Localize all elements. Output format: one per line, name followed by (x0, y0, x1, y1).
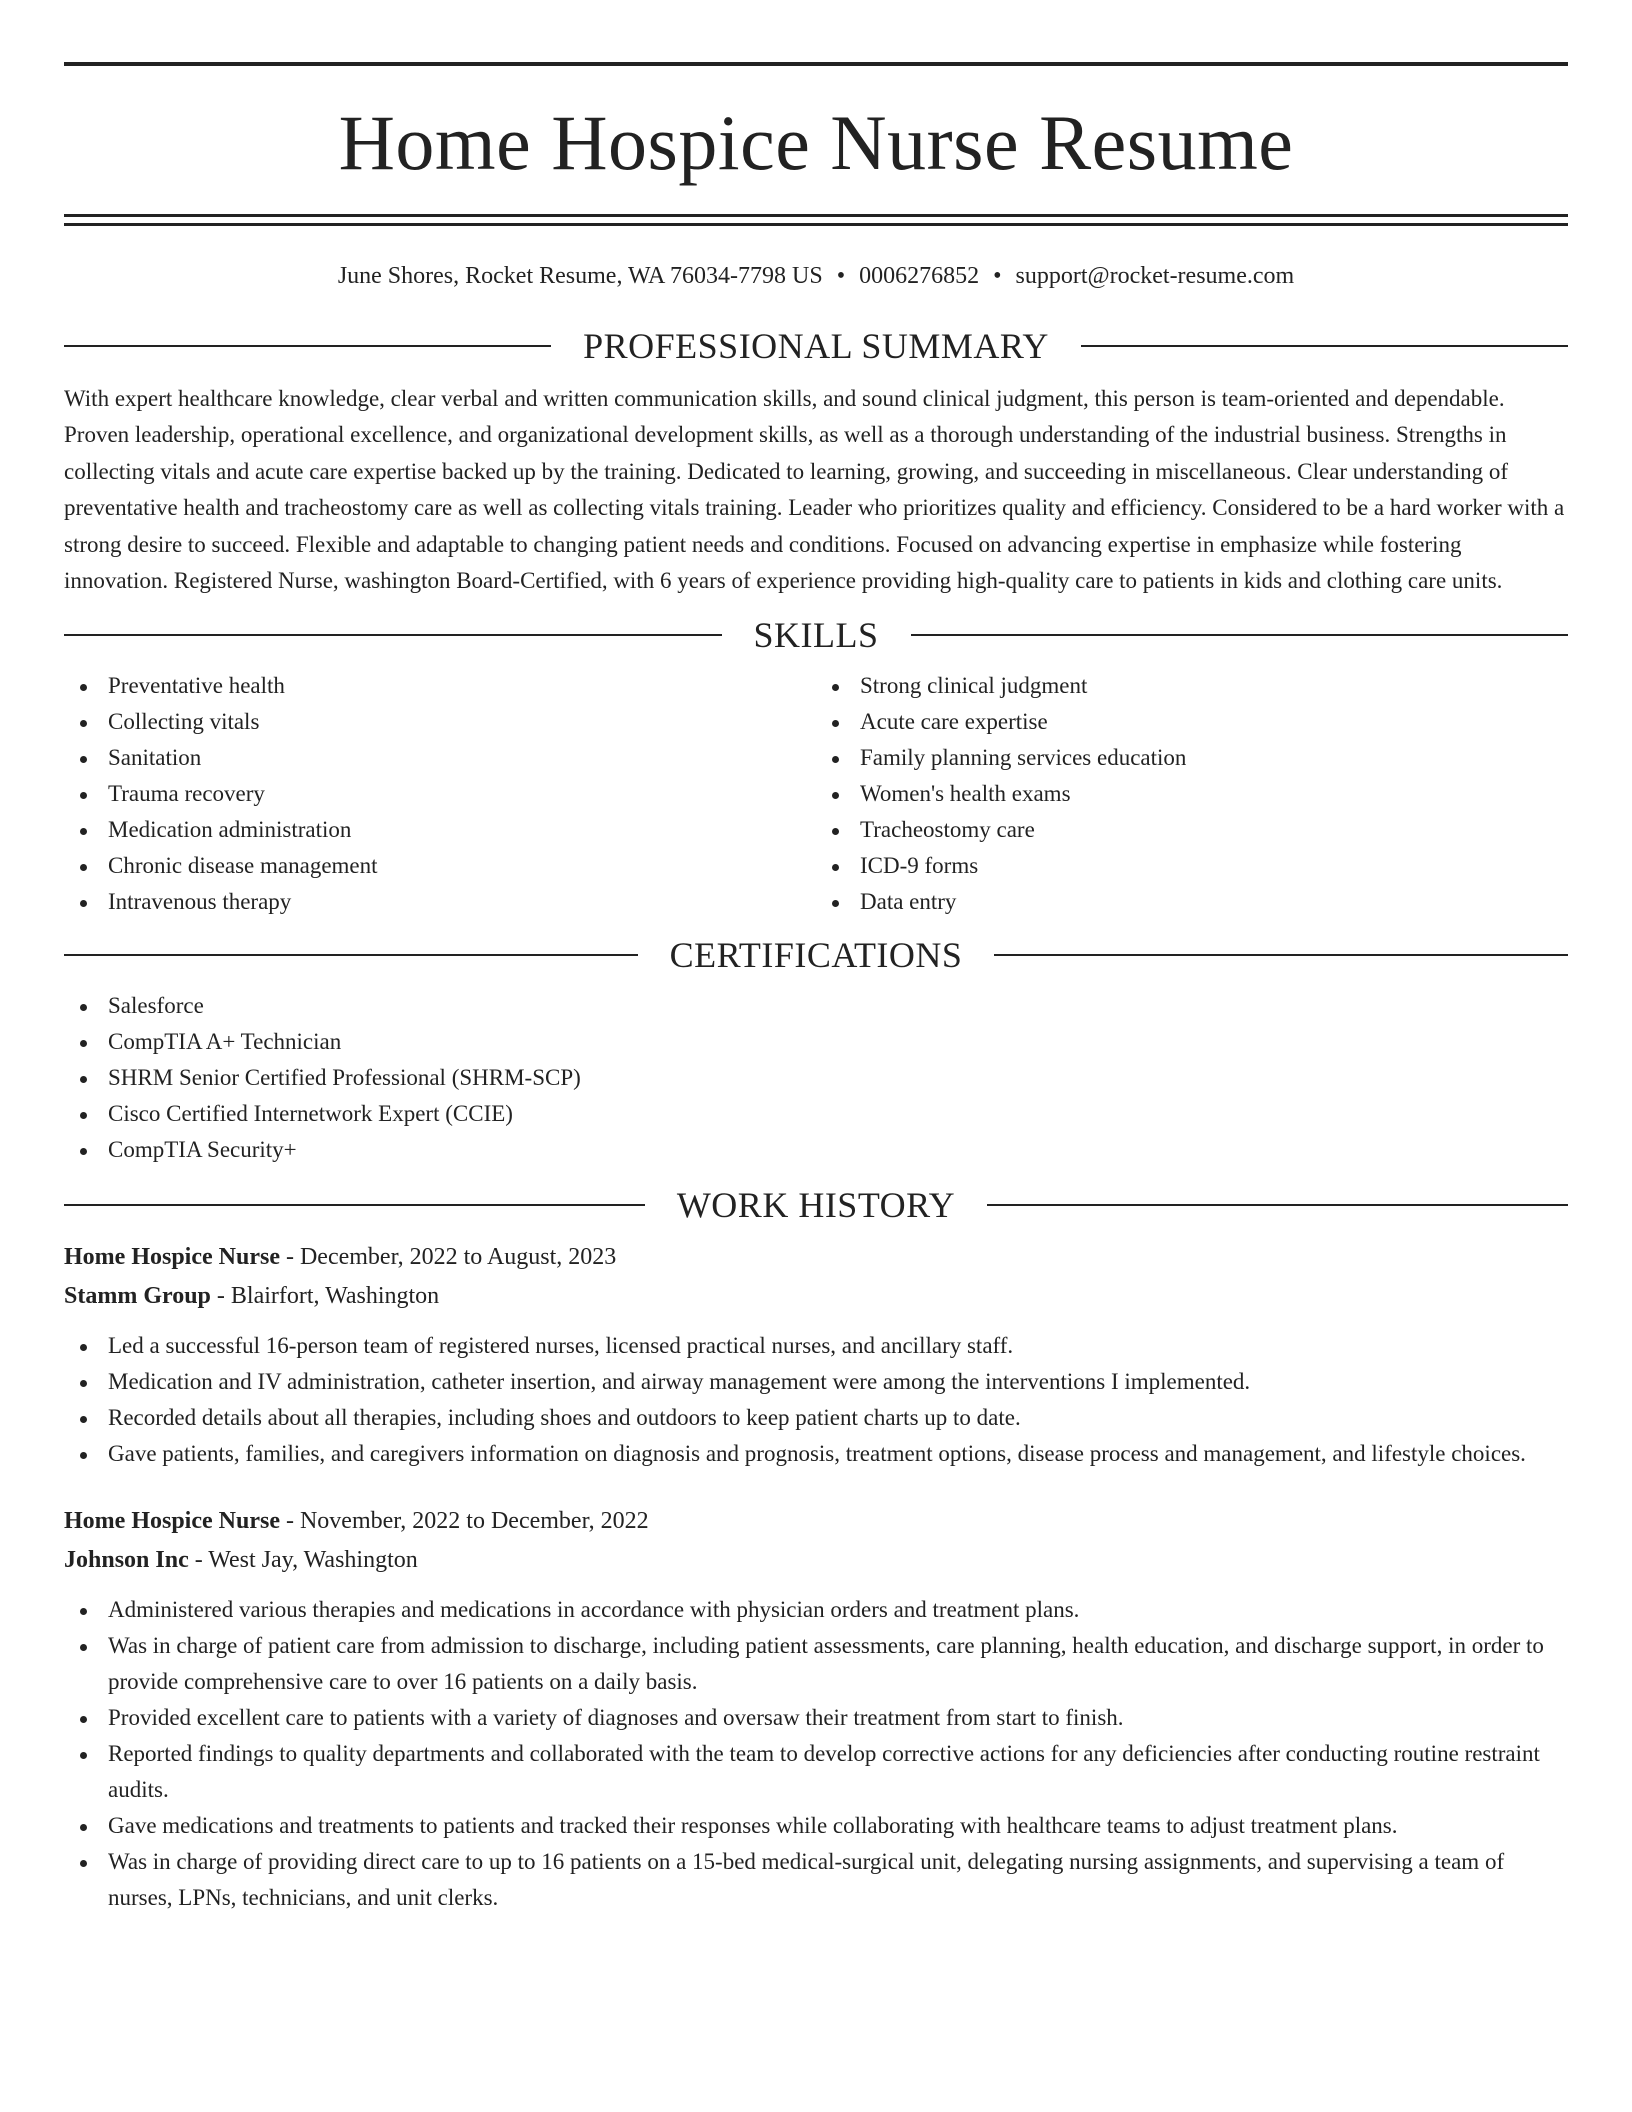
section-rule-right (994, 954, 1568, 956)
certification-item: CompTIA Security+ (64, 1132, 1568, 1168)
contact-address: June Shores, Rocket Resume, WA 76034-7798 US (337, 263, 823, 289)
skill-item: Intravenous therapy (64, 884, 816, 920)
summary-section-header (64, 325, 1568, 367)
skill-item: Women's health exams (816, 776, 1568, 812)
top-rule (64, 62, 1568, 66)
job-company: Johnson Inc (64, 1546, 189, 1573)
job-bullets (64, 1328, 1568, 1472)
skills-column-right (816, 668, 1568, 920)
job-title-line (64, 1502, 1568, 1541)
skill-item: ICD-9 forms (816, 848, 1568, 884)
job-bullet: Medication and IV administration, catheter insertion, and airway management were among the interventions I implemented. (64, 1364, 1568, 1400)
job-bullet: Administered various therapies and medications in accordance with physician orders and treatment plans. (64, 1592, 1568, 1628)
skill-item: Strong clinical judgment (816, 668, 1568, 704)
skill-item: Family planning services education (816, 740, 1568, 776)
certifications-heading: CERTIFICATIONS (669, 934, 963, 975)
skill-item: Trauma recovery (64, 776, 816, 812)
section-rule-right (987, 1204, 1568, 1206)
skills-list-left (64, 668, 816, 920)
section-rule-right (911, 634, 1569, 636)
job-company: Stamm Group (64, 1282, 211, 1309)
job-title-line (64, 1238, 1568, 1277)
skill-item: Medication administration (64, 812, 816, 848)
skills-section-header (64, 614, 1568, 656)
skill-item: Sanitation (64, 740, 816, 776)
job-dates: - December, 2022 to August, 2023 (279, 1243, 617, 1270)
skill-item: Acute care expertise (816, 704, 1568, 740)
skill-item: Tracheostomy care (816, 812, 1568, 848)
section-rule-left (64, 634, 722, 636)
job-bullet: Gave medications and treatments to patients and tracked their responses while collaborating with healthcare teams to adjust treatment plans. (64, 1808, 1568, 1844)
skills-columns (64, 668, 1568, 920)
certification-item: CompTIA A+ Technician (64, 1024, 1568, 1060)
job-bullet: Recorded details about all therapies, including shoes and outdoors to keep patient charts up to date. (64, 1400, 1568, 1436)
job-company-line (64, 1541, 1568, 1580)
certification-item: Salesforce (64, 988, 1568, 1024)
section-rule-left (64, 954, 638, 956)
job-bullet: Was in charge of patient care from admission to discharge, including patient assessments, care planning, health education, and discharge support, in order to provide comprehensive care to over 16 patients on a daily basis. (64, 1628, 1568, 1700)
resume-title: Home Hospice Nurse Resume (338, 99, 1294, 186)
skill-item: Preventative health (64, 668, 816, 704)
skills-heading: SKILLS (753, 614, 879, 655)
job-bullet: Reported findings to quality departments and collaborated with the team to develop corrective actions for any deficiencies after conducting routine restraint audits. (64, 1736, 1568, 1808)
job-bullet: Led a successful 16-person team of registered nurses, licensed practical nurses, and ancillary staff. (64, 1328, 1568, 1364)
work-history-heading: WORK HISTORY (676, 1184, 956, 1225)
summary-heading: PROFESSIONAL SUMMARY (583, 325, 1049, 366)
skills-list-right (816, 668, 1568, 920)
job-bullets (64, 1592, 1568, 1916)
contact-separator: • (836, 263, 846, 289)
certification-item: SHRM Senior Certified Professional (SHRM-SCP) (64, 1060, 1568, 1096)
job-entry (64, 1238, 1568, 1472)
contact-phone: 0006276852 (859, 263, 980, 289)
job-dates: - November, 2022 to December, 2022 (279, 1507, 649, 1534)
certifications-list (64, 988, 1568, 1168)
work-history-section-header (64, 1184, 1568, 1226)
job-location: - Blairfort, Washington (210, 1282, 440, 1309)
contact-line (64, 262, 1568, 291)
certifications-section-header (64, 934, 1568, 976)
section-rule-right (1081, 345, 1568, 347)
job-bullet: Provided excellent care to patients with a variety of diagnoses and oversaw their treatment from start to finish. (64, 1700, 1568, 1736)
skills-column-left (64, 668, 816, 920)
job-bullet: Gave patients, families, and caregivers information on diagnosis and prognosis, treatment options, disease process and management, and lifestyle choices. (64, 1436, 1568, 1472)
job-title: Home Hospice Nurse (64, 1507, 280, 1534)
skill-item: Chronic disease management (64, 848, 816, 884)
job-bullet: Was in charge of providing direct care to up to 16 patients on a 15-bed medical-surgical unit, delegating nursing assignments, and supervising a team of nurses, LPNs, technicians, and unit clerks. (64, 1844, 1568, 1916)
title-double-rule (64, 214, 1568, 226)
contact-separator: • (993, 263, 1002, 289)
contact-email: support@rocket-resume.com (1015, 263, 1295, 289)
section-rule-left (64, 345, 551, 347)
job-entry (64, 1502, 1568, 1916)
skill-item: Collecting vitals (64, 704, 816, 740)
summary-text: With expert healthcare knowledge, clear verbal and written communication skills, and sound clinical judgment, this person is team-oriented and dependable. Proven leadership, operational excellence, and organizational development skills, as well as a thorough understanding of the industrial business. Strengths in collecting vitals and acute care expertise backed up by the training. Dedicated to learning, growing, and succeeding in miscellaneous. Clear understanding of preventative health and tracheostomy care as well as collecting vitals training. Leader who prioritizes quality and efficiency. Considered to be a hard worker with a strong desire to succeed. Flexible and adaptable to changing patient needs and conditions. Focused on advancing expertise in emphasize while fostering innovation. Registered Nurse, washington Board-Certified, with 6 years of experience providing high-quality care to patients in kids and clothing care units. (64, 385, 1565, 594)
certification-item: Cisco Certified Internetwork Expert (CCIE) (64, 1096, 1568, 1132)
section-rule-left (64, 1204, 645, 1206)
job-location: - West Jay, Washington (188, 1546, 418, 1573)
job-title: Home Hospice Nurse (64, 1243, 280, 1270)
skill-item: Data entry (816, 884, 1568, 920)
job-company-line (64, 1277, 1568, 1316)
